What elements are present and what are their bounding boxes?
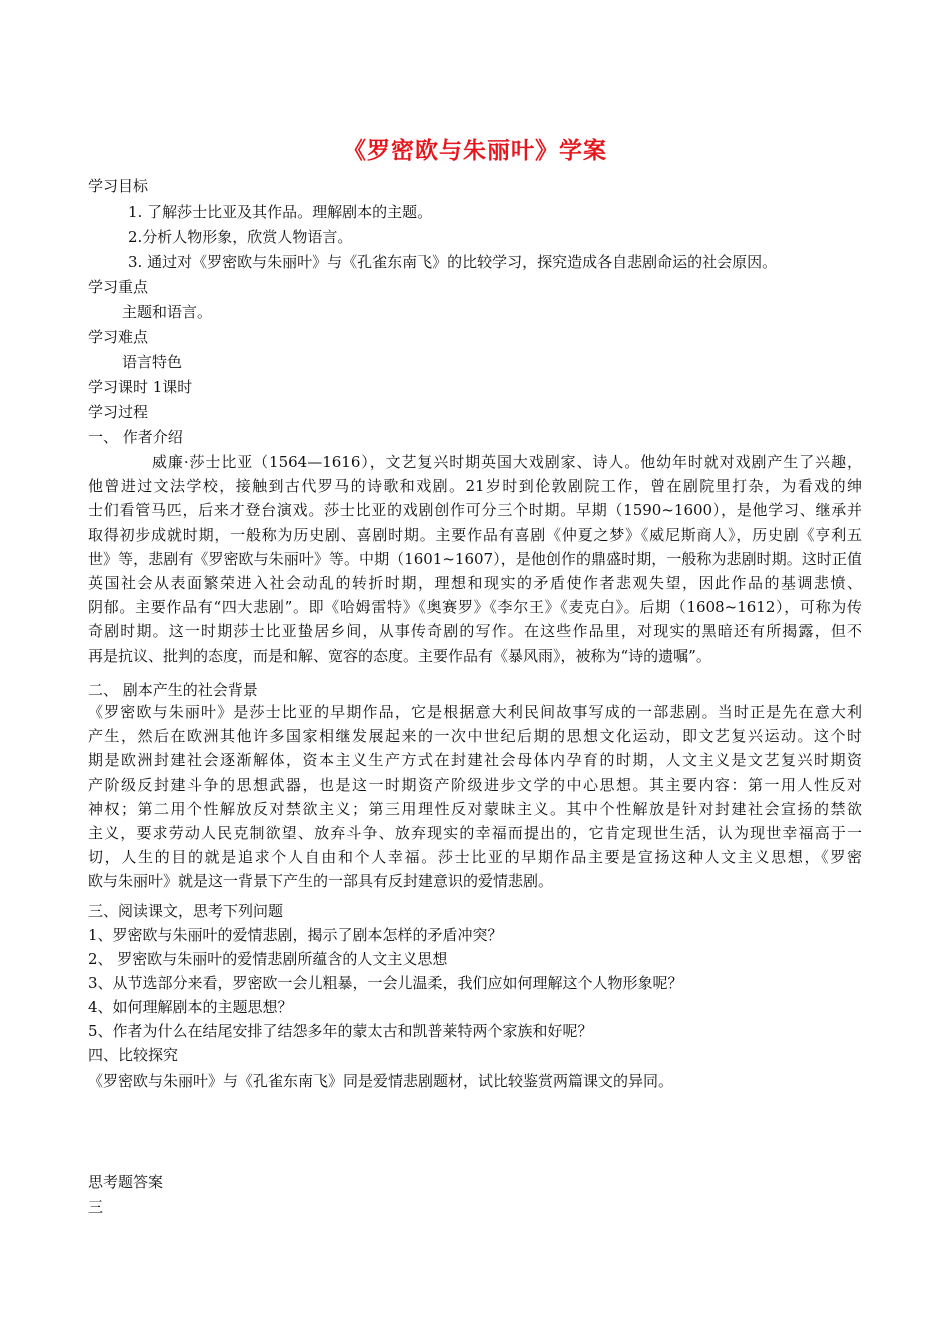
- author-line: 他曾进过文法学校，接触到古代罗马的诗歌和戏剧。21岁时到伦敦剧院工作，曾在剧院里打杂，为看戏的绅: [88, 477, 862, 496]
- author-paragraph: [88, 450, 862, 668]
- page-title: 《罗密欧与朱丽叶》学案: [343, 138, 607, 164]
- background-line: 《罗密欧与朱丽叶》是莎士比亚的早期作品，它是根据意大利民间故事写成的一部悲剧。当时正是先在意大利: [88, 703, 862, 721]
- goal-3: 3. 通过对《罗密欧与朱丽叶》与《孔雀东南飞》的比较学习，探究造成各自悲剧命运的社会原因。: [128, 253, 778, 271]
- question-3: 3、从节选部分来看，罗密欧一会儿粗暴，一会儿温柔，我们应如何理解这个人物形象呢？: [88, 974, 683, 992]
- author-line: 英国社会从表面繁荣进入社会动乱的转折时期，理想和现实的矛盾使作者悲观失望，因此作品的基调悲愤、: [88, 574, 862, 593]
- class-hours: 学习课时 1课时: [88, 378, 193, 396]
- background-line: 主义，要求劳动人民克制欲望、放弃斗争、放弃现实的幸福而提出的，它肯定现世生活，认为现世幸福高于一: [88, 824, 862, 843]
- compare-heading: 四、比较探究: [88, 1046, 179, 1064]
- background-line: 切，人生的目的就是追求个人自由和个人幸福。莎士比亚的早期作品主要是宣扬这种人文主义思想，《罗密: [88, 848, 862, 867]
- reading-heading: 三、阅读课文，思考下列问题: [88, 902, 284, 920]
- answers-item: 三: [88, 1198, 104, 1216]
- author-line: 世》等，悲剧有《罗密欧与朱丽叶》等。中期（1601~1607），是他创作的鼎盛时期，一般称为悲剧时期。这时正值: [88, 549, 862, 568]
- goals-heading: 学习目标: [88, 177, 149, 195]
- background-line: 产阶级反封建斗争的思想武器，也是这一时期资产阶级进步文学的中心思想。其主要内容：第一用人性反对: [88, 775, 862, 794]
- answers-heading: 思考题答案: [88, 1173, 164, 1191]
- background-line: 产生，然后在欧洲其他许多国家相继发展起来的一次中世纪后期的思想文化运动，即文艺复兴运动。这个时: [88, 727, 862, 746]
- background-paragraph: [88, 700, 862, 894]
- author-line: 士们看管马匹，后来才登台演戏。莎士比亚的戏剧创作可分三个时期。早期（1590~1600），是他学习、继承并: [88, 501, 862, 520]
- author-line: 再是抗议、批判的态度，而是和解、宽容的态度。主要作品有《暴风雨》，被称为“诗的遗嘱”。: [88, 646, 711, 665]
- author-line: 阴郁。主要作品有“四大悲剧”。即《哈姆雷特》《奥赛罗》《李尔王》《麦克白》。后期（1608~1612），可称为传: [88, 598, 862, 617]
- author-heading: 一、 作者介绍: [88, 428, 183, 446]
- goal-1: 1. 了解莎士比亚及其作品。理解剧本的主题。: [128, 203, 433, 221]
- background-heading: 二、 剧本产生的社会背景: [88, 681, 258, 699]
- goal-2: 2.分析人物形象，欣赏人物语言。: [128, 228, 353, 246]
- question-5: 5、作者为什么在结尾安排了结怨多年的蒙太古和凯普莱特两个家族和好呢？: [88, 1022, 593, 1040]
- question-1: 1、罗密欧与朱丽叶的爱情悲剧，揭示了剧本怎样的矛盾冲突？: [88, 926, 503, 944]
- compare-text: 《罗密欧与朱丽叶》与《孔雀东南飞》同是爱情悲剧题材，试比较鉴赏两篇课文的异同。: [88, 1072, 674, 1090]
- background-line: 期是欧洲封建社会逐渐解体，资本主义生产方式在封建社会母体内孕育的时期，人文主义是文艺复兴时期资: [88, 751, 862, 770]
- author-line: 取得初步成就时期，一般称为历史剧、喜剧时期。主要作品有喜剧《仲夏之梦》《威尼斯商人》，历史剧《亨利五: [88, 525, 862, 544]
- difficulty-text: 语言特色: [122, 353, 183, 371]
- background-line: 欧与朱丽叶》就是这一背景下产生的一部具有反封建意识的爱情悲剧。: [88, 872, 554, 891]
- focus-heading: 学习重点: [88, 278, 149, 296]
- question-4: 4、如何理解剧本的主题思想？: [88, 998, 293, 1016]
- author-line: 奇剧时期。这一时期莎士比亚蛰居乡间，从事传奇剧的写作。在这些作品里，对现实的黑暗还有所揭露，但不: [88, 622, 862, 641]
- author-line: 威廉·莎士比亚（1564—1616），文艺复兴时期英国大戏剧家、诗人。他幼年时就对戏剧产生了兴趣，: [152, 453, 862, 471]
- focus-text: 主题和语言。: [122, 303, 213, 321]
- question-2: 2、 罗密欧与朱丽叶的爱情悲剧所蕴含的人文主义思想: [88, 950, 448, 968]
- background-line: 神权；第二用个性解放反对禁欲主义；第三用理性反对蒙昧主义。其中个性解放是针对封建社会宣扬的禁欲: [88, 799, 862, 818]
- process-heading: 学习过程: [88, 403, 149, 421]
- difficulty-heading: 学习难点: [88, 328, 149, 346]
